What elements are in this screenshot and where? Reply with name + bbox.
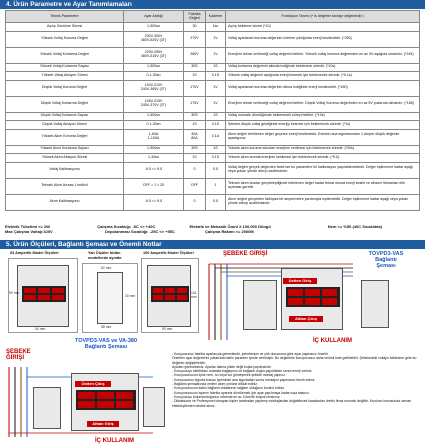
header-step: Kademe xyxy=(206,11,226,23)
cell-function: Şebeke düşük voltaj geldiğinde enerjiyi kesmek için beklenecek süredir. (*1s) xyxy=(226,121,420,130)
note-item: - Dikkatsizce ve Profesyonel olmayan kişiler tarafından yapılmış montajlardan doğabilecek kazalardan üretici firma sorumlu değildir. Kurulum konusunda uzman elektrikçilerden destek alınız. xyxy=(172,399,412,408)
ic-kullanim-label: İÇ KULLANIM xyxy=(313,338,352,344)
note-item: Ayarları göreceksiniz. Ayarlar daima yükte değil boşta yapılmalıdır. xyxy=(172,364,272,369)
cell-function: Voltaj ayarlanan koruma değerinin üzerine çıktığında enerji kesilecektir. (*250) xyxy=(226,31,420,47)
note-item: - Koruyucuyu elektriksiz ortamda bağlayınız ve bağlantı doğru yapıldıktan sonra enerji veriniz. xyxy=(172,369,313,374)
table-body xyxy=(6,23,420,211)
spec-humidity: Nem <= %50 (40C Sıcaklıkta) xyxy=(327,224,383,229)
cell-function: Voltaj değeri gerçek değerden farklı ise bu parametre ile kalibrasyon yapılabilmektedir. Değer eşitlenene kadar aşağı veya yukarı yönde artırıp azaltmalıdır. xyxy=(226,162,420,178)
cell-function: Akım değeri belirlenen değer geçerse enerji kesilecektir. Evinizin ana sigortasından 1 Amper düşük değerde ayarlayınız. xyxy=(226,129,420,145)
parameter-table xyxy=(5,10,420,211)
cell-factory: 0 xyxy=(184,162,206,178)
cell-factory: 30 xyxy=(184,23,206,32)
spec-voltage: Max Çalışma Voltajı:320V xyxy=(5,229,53,234)
cell-param: Yüksek Voltaj Kurtarma Sayacı xyxy=(6,63,124,72)
topvd-single-label: TOVPD3-VAS Bağlantı Şeması xyxy=(368,251,404,269)
table-row xyxy=(6,178,420,194)
display-100 xyxy=(151,286,189,302)
cell-step: 1S xyxy=(206,145,226,154)
cell-step: 1V xyxy=(206,80,226,96)
header-param: Teknik Parametre xyxy=(6,11,124,23)
cell-param: Düşük Voltaj Kurtarma Sayacı xyxy=(6,112,124,121)
note-item: - Koruyucuyu bulundurduğunuz ortamda en az 10cm'lik boşluk bırakınız. xyxy=(172,394,281,399)
cell-range: 140V-210V 240V-365V (3T) xyxy=(124,80,184,96)
cell-range: 1-500sn xyxy=(124,112,184,121)
table-row xyxy=(6,80,420,96)
cell-param: Yüksek Akım Kurtarma Sayacı xyxy=(6,145,124,154)
header-factory: Fabrika Değeri xyxy=(184,11,206,23)
note-item: - Koruyucunuzun içine nem, su veya toz girmeyecek şekilde montaj yapınız. xyxy=(172,373,286,378)
table-row xyxy=(6,23,420,32)
cell-range: -9.5 <> 9.5 xyxy=(124,162,184,178)
cell-range: 0.1-30sn xyxy=(124,72,184,81)
note-item: - Koruyucunuzun ayarını fabrika ayarına döndürmek için ayar yapılmaya kadar tuşa basınız. xyxy=(172,390,310,395)
table-row xyxy=(6,112,420,121)
cell-factory: 270V xyxy=(184,31,206,47)
cell-factory: 0 xyxy=(184,194,206,210)
table-row xyxy=(6,31,420,47)
table-row xyxy=(6,145,420,154)
cell-param: Açılış Gecikme Süresi xyxy=(6,23,124,32)
cell-factory: 1S xyxy=(184,72,206,81)
cell-factory: 30S xyxy=(184,112,206,121)
dim-63-width: 54 mm xyxy=(35,327,46,331)
alttan2-label: Alttan Giriş xyxy=(87,421,119,427)
model63-drawing xyxy=(8,258,78,333)
ic-kullanim2-label: İÇ KULLANIM xyxy=(95,438,134,444)
cell-function: Enerjinin tekrar verileceği voltaj değerini belirler. Yüksek voltaj koruma değerinden en az 5V aşağıda olmalıdır. (*245) xyxy=(226,47,420,63)
cell-range: OFF > 1 > 20 xyxy=(124,178,184,194)
table-row xyxy=(6,72,420,81)
specs-row-2 xyxy=(5,229,420,234)
ustten2-label: Üstten Çıkış xyxy=(75,381,111,387)
sebeke2-label: ŞEBEKE GİRİŞİ xyxy=(6,349,31,361)
cell-step: 0.1S xyxy=(206,121,226,130)
table-row xyxy=(6,129,420,145)
table-row xyxy=(6,96,420,112)
note-item: - Koruyucunuz sigorta kutusu içerisinde ana sigortadan sonra montajını yapmanızı tercih ediniz. xyxy=(172,377,316,382)
cell-factory: 170V xyxy=(184,80,206,96)
cell-factory: 1S xyxy=(184,121,206,130)
cell-step: 0.1S xyxy=(206,72,226,81)
cell-function: Yüksek akım koruma azından enerjinin verilmesi için beklenecek süredir. (*30s) xyxy=(226,145,420,154)
cell-param: Tekrarlı Akım Arızası Limitörü xyxy=(6,178,124,194)
spec-life: Elektrik ve Mekanik Ömrü ≥ 100,000 Döngü xyxy=(189,224,271,229)
note-item: - Koruyucunuzun kablo bağlantı vidalarının sağlam olduğunu kontrol ediniz. xyxy=(172,386,285,391)
cell-step: 1V xyxy=(206,31,226,47)
cell-range: 0.1-30sn xyxy=(124,121,184,130)
cell-param: Yüksek Voltaj Kurtarma Değeri xyxy=(6,47,124,63)
topvd-dual-label: TOVPD3-VAS ve VA-380 Bağlantı Şeması xyxy=(74,338,138,350)
cell-step: 1V xyxy=(206,96,226,112)
cell-param: Düşük Voltaj Aksiyon Süresi xyxy=(6,121,124,130)
cell-range: 1-30sn xyxy=(124,154,184,163)
cell-range: 145V-215V 245V-370V (3T) xyxy=(124,96,184,112)
device-100-body xyxy=(147,265,191,327)
cell-factory: 1S xyxy=(184,154,206,163)
important-notes xyxy=(172,352,422,408)
cell-step: 0.1S xyxy=(206,154,226,163)
cell-function: Açılış bekleme süresi (*10) xyxy=(226,23,420,32)
cell-step: 1S xyxy=(206,112,226,121)
cell-param: Voltaj Kalibrasyonu xyxy=(6,162,124,178)
dim-side-depth2: 58 mm xyxy=(101,325,112,329)
table-row xyxy=(6,47,420,63)
alttan-label: Alttan Çıkış xyxy=(289,316,323,322)
dim-100-width: 90 mm xyxy=(162,327,173,331)
cell-param: Düşük Voltaj Koruma Değeri xyxy=(6,80,124,96)
wiring-single xyxy=(203,250,422,350)
cell-step: 0.5 xyxy=(206,162,226,178)
spec-altitude: Çalışma Rakımı <= 2000M xyxy=(205,229,254,234)
cell-range: -9.5 <> 9.5 xyxy=(124,194,184,210)
spd-device xyxy=(361,280,389,328)
sebeke-label: ŞEBEKE GİRİŞİ xyxy=(223,251,268,257)
display-dual xyxy=(76,390,136,410)
cell-function: Akım değeri gerçekten farklıysa bir ampermetre yardımıyla eşitlenebilir. Değer eşitlenene kadar aşağı veya yukarı yönde artırıp azaltılmalıdır. xyxy=(226,194,420,210)
wiring-dual xyxy=(3,337,171,447)
header-range: Ayar Aralığı xyxy=(124,11,184,23)
dim-side-rail: 30 mm xyxy=(125,294,136,298)
cell-step: 0.1A xyxy=(206,129,226,145)
cell-range: 229V-295V 380V-515V (3T) xyxy=(124,47,184,63)
model100-title: 100 Amperlik Model Ölçüleri xyxy=(143,251,194,255)
cell-factory: 40A 80A xyxy=(184,129,206,145)
cell-param: Yüksek Akım Aksiyon Süresi xyxy=(6,154,124,163)
breaker-left xyxy=(243,280,277,330)
device-63-body xyxy=(17,265,69,327)
model63-title: 63 Amperlik Model Ölçüleri xyxy=(10,251,59,255)
cell-factory: OFF xyxy=(184,178,206,194)
model100-drawing xyxy=(141,258,199,333)
cell-range: 1-500sn xyxy=(124,145,184,154)
cell-function: Enerjinin tekrar verileceği voltaj değerini belirler. Düşük Voltaj Koruma değerinden en az 5V yukarıda olmalıdır. (*185) xyxy=(226,96,420,112)
display-63 xyxy=(22,286,66,302)
spec-temp: Çalışma Sıcaklığı: -5C <> +40C xyxy=(97,224,156,229)
cell-function: Voltaj ayarlanan koruma değerinin altına indiğinde enerji kesilecektir. (*180) xyxy=(226,80,420,96)
cell-factory: 30S xyxy=(184,63,206,72)
table-header-row xyxy=(6,11,420,23)
table-row xyxy=(6,154,420,163)
spec-power: Elektrik Tüketimi <= 2W xyxy=(5,224,50,229)
dim-side-depth: 62 mm xyxy=(101,266,112,270)
note-item: - Koruyucunuz fabrika ayarlarıyla gelmektedir, şebekenize ve yük durumuna göre ayar yapmanız önerilir. xyxy=(172,352,329,356)
cell-range: 1-63A 1-100A xyxy=(124,129,184,145)
cell-param: Akım Kalibrasyonu xyxy=(6,194,124,210)
cell-param: Yüksek Voltaj Koruma Değeri xyxy=(6,31,124,47)
cell-step: 0.5 xyxy=(206,194,226,210)
cell-function: Yüksek akım anında enerjinin kesilmesi için beklenecek süredir. (*5.0) xyxy=(226,154,420,163)
cell-step: 1S xyxy=(206,63,226,72)
dim-63-height: 90 mm xyxy=(9,291,20,295)
cell-param: Yüksek Voltaj Aksiyon Süresi xyxy=(6,72,124,81)
cell-function: Tekrarlı akım arızası gerçekleştiğinde belirlenen değer kadar tekrar olursa enerji kesilir ve cihazın tekrardan elle açılması gerekir. xyxy=(226,178,420,194)
display-wired xyxy=(286,287,340,307)
cell-step: 1 xyxy=(206,178,226,194)
table-row xyxy=(6,121,420,130)
spec-storage: Depolanması Sıcaklığı: -25C <> +55C xyxy=(105,229,175,234)
table-row xyxy=(6,63,420,72)
cell-step: 1sn xyxy=(206,23,226,32)
note-item: - Bağlantı şemalarında verilen akım yönüne dikkat ediniz. xyxy=(172,382,258,387)
ustten-label: Üstten Giriş xyxy=(283,278,317,284)
specs-block xyxy=(5,224,420,234)
cell-range: 1-500sn xyxy=(124,63,184,72)
section-title-parameters: 4. Ürün Parametre ve Ayar Tanımlamaları xyxy=(0,0,425,9)
header-function: Fonksiyon Tanımı (* İs değerler tavsiye değerlerdir.) xyxy=(226,11,420,23)
cell-function: Yüksek voltaj değerini aştığında enerji kesmek için beklenecek süredir. (*0.1s) xyxy=(226,72,420,81)
cell-step: 1V xyxy=(206,47,226,63)
cell-function: Voltaj kurtarma değerinin altında indiğinde bekleneck süredir. (*10s) xyxy=(226,63,420,72)
cell-range: 1-500sn xyxy=(124,23,184,32)
section-title-dimensions: 5. Ürün Ölçüleri, Bağlantı Şeması ve Önemli Notlar xyxy=(0,240,425,249)
cell-function: Voltaj normale döndüğünde beklenecek süreyi belirler. (*10s) xyxy=(226,112,420,121)
cell-param: Düşük Voltaj Kurtarma Değeri xyxy=(6,96,124,112)
side-drawing xyxy=(82,263,138,333)
cell-factory: 260V xyxy=(184,47,206,63)
spd-dual xyxy=(143,387,165,427)
note-item: Önerilen ayar değerlerini yukarıdaki tablo parantez içinde verilmiştir. Bu değerlerle koruyucunuz daha verimli hale getirilebilir. Şebekedeki voltajın kalitesine göre bu değerler değiştirilebilir. xyxy=(172,356,417,365)
cell-range: 230V-300V 380V-520V (3T) xyxy=(124,31,184,47)
dim-100-height: 101 mm xyxy=(191,291,197,299)
cell-param: Yüksek Akım Koruma Değeri xyxy=(6,129,124,145)
sideview-title: Yan Ölçüler bütün modellerde aynıdır xyxy=(88,251,122,260)
table-row xyxy=(6,194,420,210)
cell-factory: 175V xyxy=(184,96,206,112)
device-side-body xyxy=(97,272,123,324)
table-row xyxy=(6,162,420,178)
cell-factory: 30S xyxy=(184,145,206,154)
breaker-dual-left xyxy=(33,387,61,429)
